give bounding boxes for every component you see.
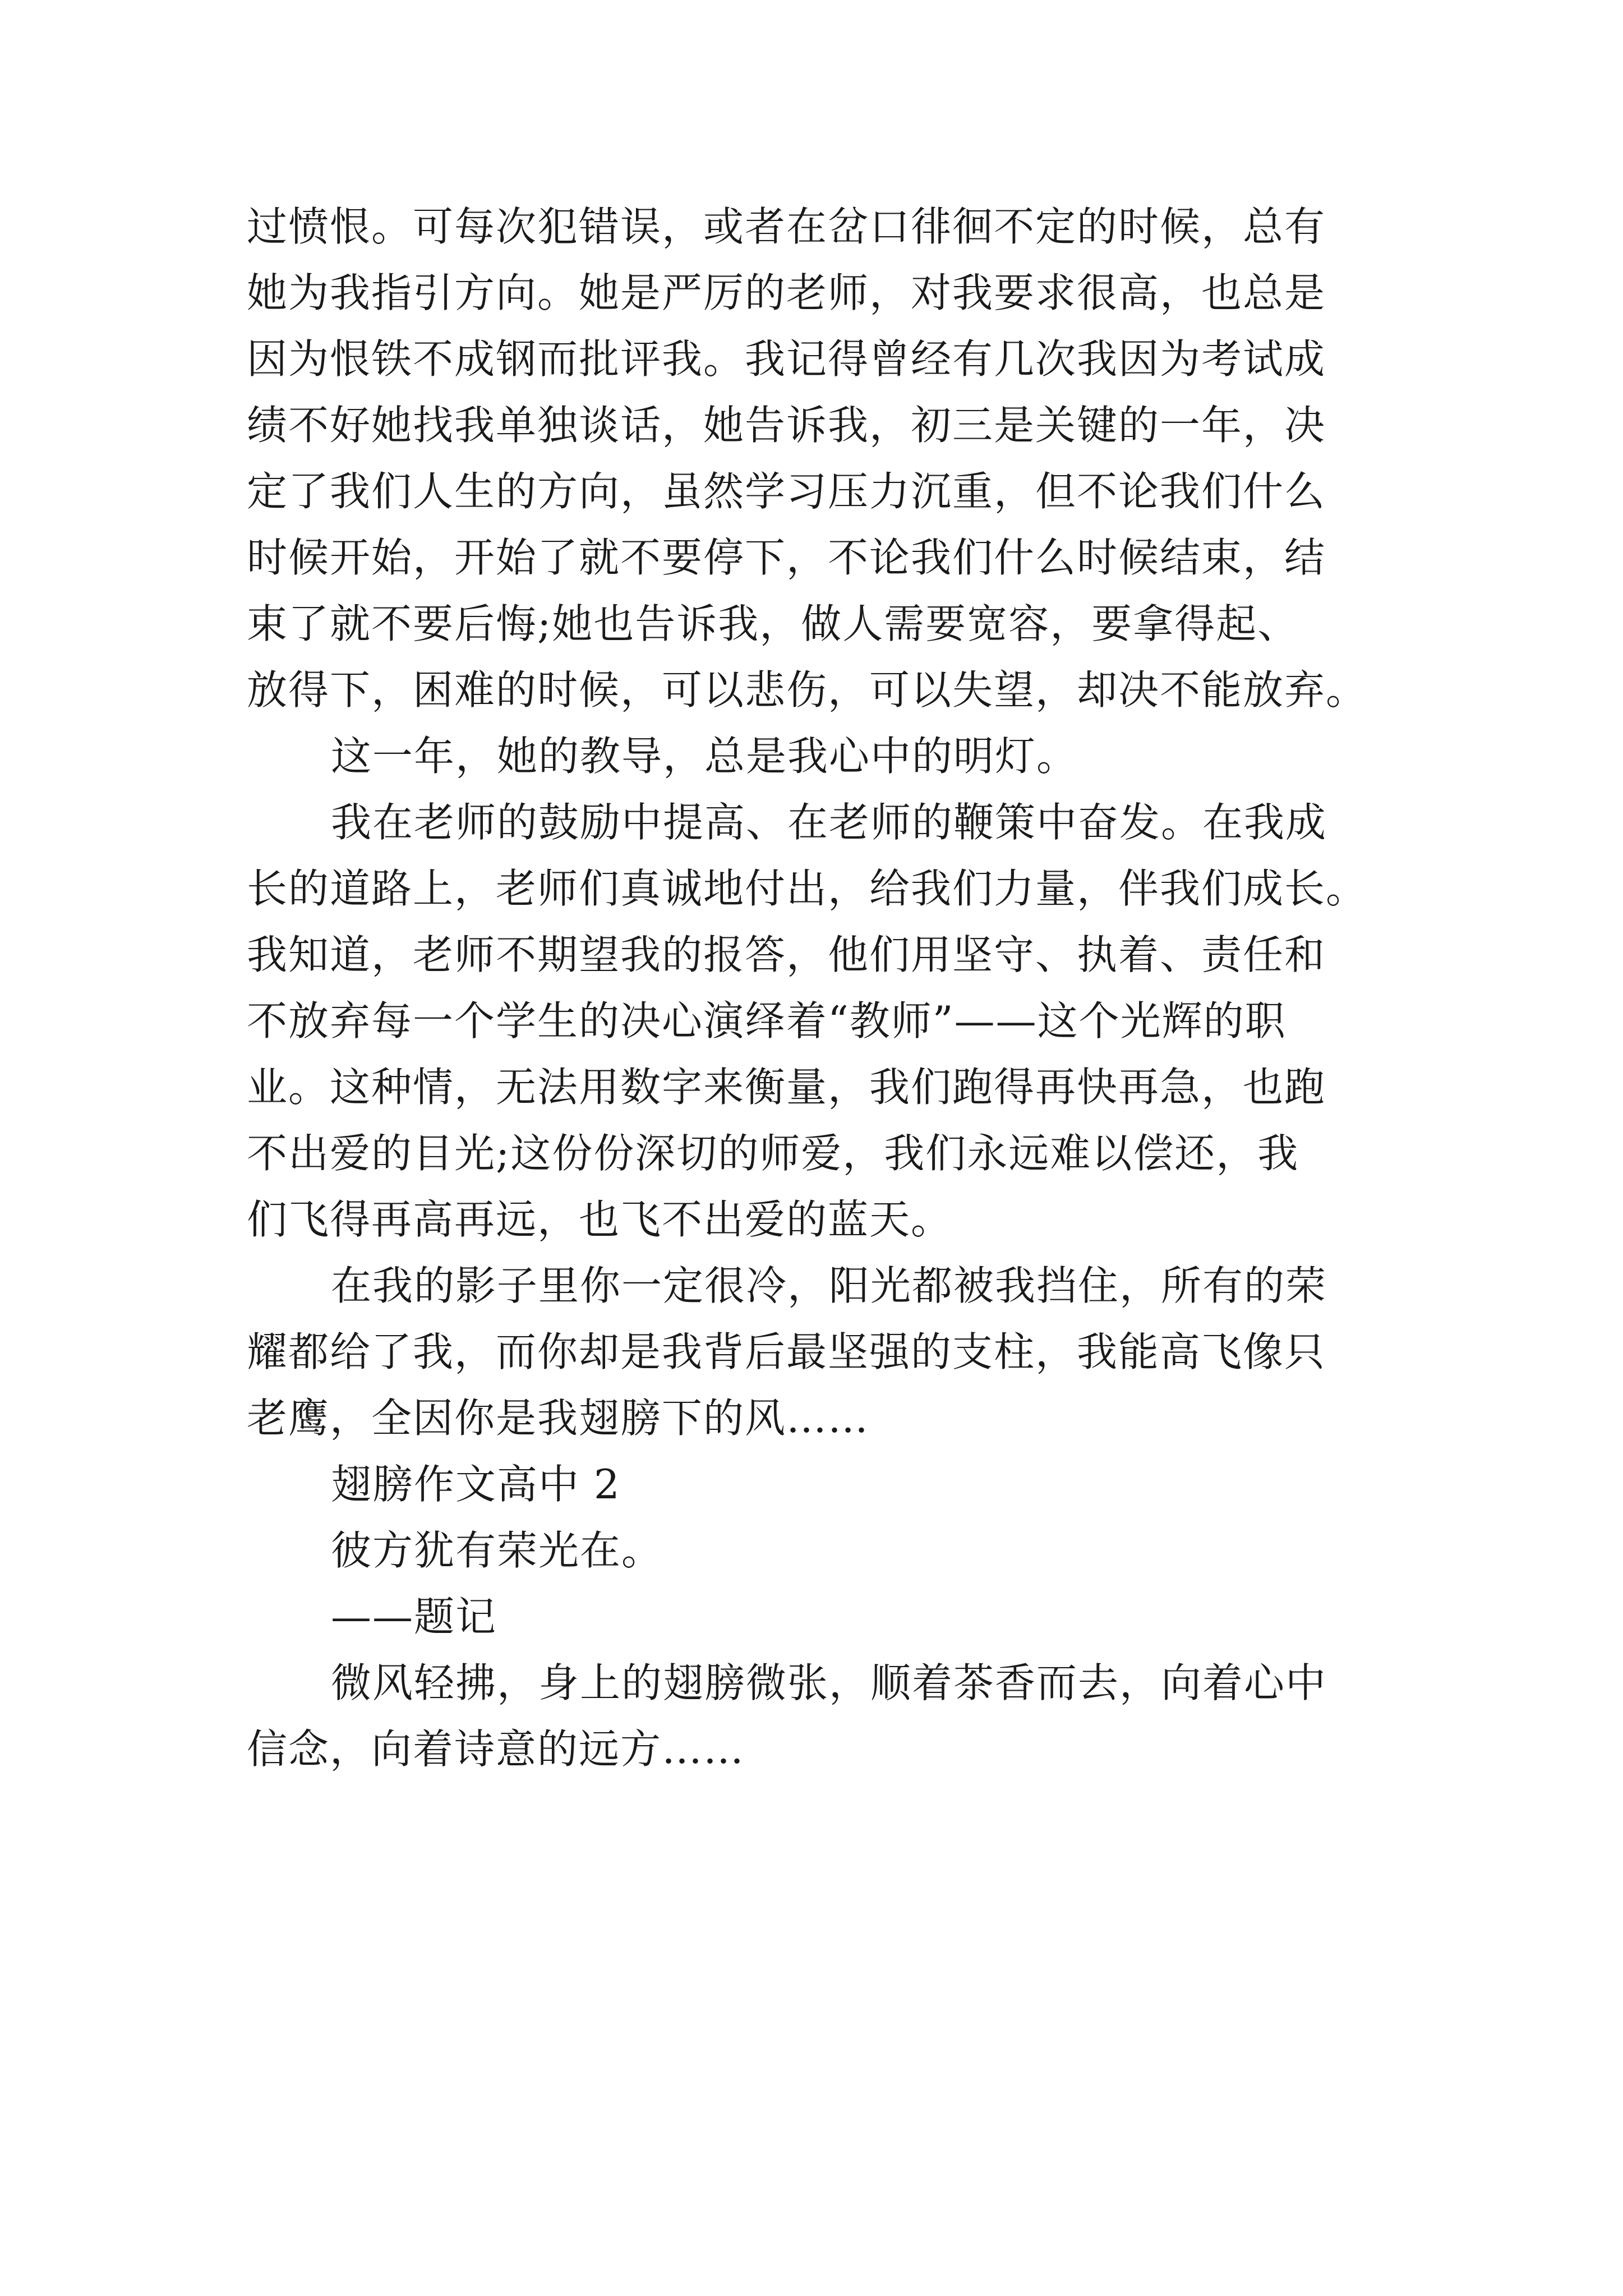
text-line: 我在老师的鼓励中提高、在老师的鞭策中奋发。在我成 (331, 799, 1327, 846)
text-line: 她为我指引方向。她是严厉的老师，对我要求很高，也总是 (247, 269, 1326, 316)
section-heading: 翅膀作文高中 2 (331, 1461, 621, 1508)
text-line: 耀都给了我，而你却是我背后最坚强的支柱，我能高飞像只 (247, 1328, 1326, 1375)
text-line: 微风轻拂，身上的翅膀微张，顺着茶香而去，向着心中 (331, 1659, 1327, 1706)
text-line: 不放弃每一个学生的决心演绎着“教师”——这个光辉的职 (247, 997, 1287, 1045)
text-line: 业。这种情，无法用数字来衡量，我们跑得再快再急，也跑 (247, 1064, 1326, 1111)
body-text (247, 194, 1391, 1782)
text-line: 这一年，她的教导，总是我心中的明灯。 (331, 733, 1078, 780)
text-line: 因为恨铁不成钢而批评我。我记得曾经有几次我因为考试成 (247, 335, 1326, 383)
text-line: 定了我们人生的方向，虽然学习压力沉重，但不论我们什么 (247, 468, 1326, 515)
text-line: 不出爱的目光;这份份深切的师爱，我们永远难以偿还，我 (247, 1130, 1299, 1177)
text-line: 信念，向着诗意的远方…… (247, 1726, 745, 1773)
text-line: 绩不好她找我单独谈话，她告诉我，初三是关键的一年，决 (247, 402, 1326, 449)
text-line: 老鹰，全因你是我翅膀下的风…… (247, 1395, 870, 1442)
text-line: 们飞得再高再远，也飞不出爱的蓝天。 (247, 1196, 953, 1243)
epigraph-attribution: ——题记 (331, 1593, 497, 1640)
text-line: 时候开始，开始了就不要停下，不论我们什么时候结束，结 (247, 534, 1326, 581)
text-line: 我知道，老师不期望我的报答，他们用坚守、执着、责任和 (247, 931, 1326, 978)
text-line: 放得下，困难的时候，可以悲伤，可以失望，却决不能放弃。 (247, 666, 1368, 714)
text-line: 长的道路上，老师们真诚地付出，给我们力量，伴我们成长。 (247, 865, 1368, 912)
text-line: 过愤恨。可每次犯错误，或者在岔口徘徊不定的时候，总有 (247, 203, 1326, 250)
text-line: 束了就不要后悔;她也告诉我，做人需要宽容，要拿得起、 (247, 600, 1299, 647)
epigraph: 彼方犹有荣光在。 (331, 1527, 663, 1574)
text-line: 在我的影子里你一定很冷，阳光都被我挡住，所有的荣 (331, 1262, 1327, 1309)
